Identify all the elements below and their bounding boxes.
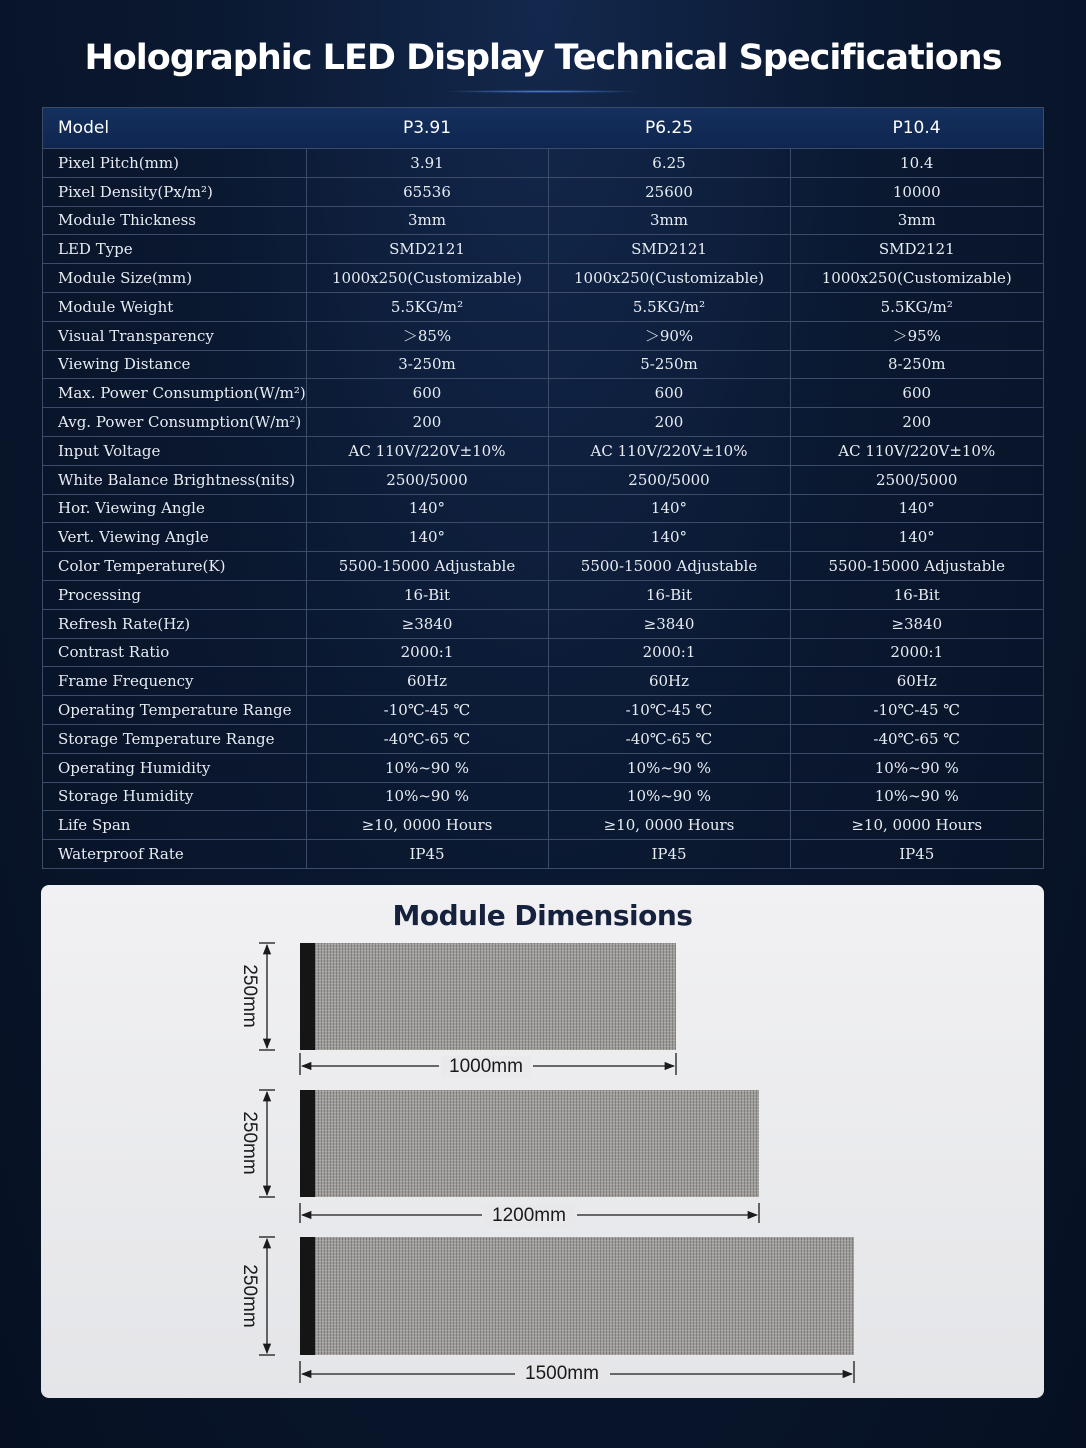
- spec-value-p391: SMD2121: [306, 235, 548, 264]
- spec-row-label: Life Span: [43, 811, 306, 840]
- spec-value-p391: 600: [306, 379, 548, 408]
- spec-table: [43, 108, 1043, 868]
- spec-value-p391: 65536: [306, 177, 548, 206]
- spec-row: [43, 436, 1043, 465]
- spec-value-p625: -10℃-45 ℃: [548, 696, 790, 725]
- spec-value-p391: 3mm: [306, 206, 548, 235]
- spec-value-p391: 200: [306, 408, 548, 437]
- spec-value-p391: 2500/5000: [306, 465, 548, 494]
- spec-row: [43, 149, 1043, 178]
- spec-row: [43, 552, 1043, 581]
- spec-row: [43, 638, 1043, 667]
- spec-value-p391: 60Hz: [306, 667, 548, 696]
- spec-row: [43, 177, 1043, 206]
- spec-value-p104: 3mm: [790, 206, 1043, 235]
- spec-row-label: Waterproof Rate: [43, 840, 306, 868]
- spec-row-label: Contrast Ratio: [43, 638, 306, 667]
- spec-value-p391: ≥10, 0000 Hours: [306, 811, 548, 840]
- spec-value-p625: ≥3840: [548, 609, 790, 638]
- spec-row: [43, 465, 1043, 494]
- spec-row: [43, 840, 1043, 868]
- module-1000-height-label: 250mm: [239, 964, 260, 1028]
- spec-row: [43, 264, 1043, 293]
- spec-value-p625: ＞90%: [548, 321, 790, 350]
- spec-row-label: Color Temperature(K): [43, 552, 306, 581]
- spec-row-label: Input Voltage: [43, 436, 306, 465]
- spec-row: [43, 580, 1043, 609]
- spec-row: [43, 408, 1043, 437]
- spec-value-p625: 200: [548, 408, 790, 437]
- module-1200-height-label: 250mm: [239, 1111, 260, 1175]
- module-1000-width-label: 1000mm: [441, 1056, 531, 1078]
- spec-value-p104: 10%~90 %: [790, 782, 1043, 811]
- spec-row-label: Vert. Viewing Angle: [43, 523, 306, 552]
- spec-table-container: [42, 107, 1044, 869]
- spec-row: [43, 350, 1043, 379]
- spec-value-p104: 10%~90 %: [790, 753, 1043, 782]
- dimension-arrows: [41, 885, 1044, 1398]
- spec-row: [43, 811, 1043, 840]
- spec-value-p391: IP45: [306, 840, 548, 868]
- module-1500-height-label: 250mm: [239, 1264, 260, 1328]
- spec-row: [43, 206, 1043, 235]
- spec-value-p104: 2000:1: [790, 638, 1043, 667]
- spec-value-p104: 140°: [790, 523, 1043, 552]
- spec-table-body: [43, 149, 1043, 868]
- spec-value-p104: IP45: [790, 840, 1043, 868]
- spec-value-p104: 10000: [790, 177, 1043, 206]
- spec-value-p104: 60Hz: [790, 667, 1043, 696]
- module-1500-width-label: 1500mm: [517, 1363, 607, 1385]
- spec-value-p625: SMD2121: [548, 235, 790, 264]
- spec-row: [43, 292, 1043, 321]
- spec-value-p391: 3.91: [306, 149, 548, 178]
- title-underline-glow: [443, 90, 643, 93]
- spec-value-p391: 2000:1: [306, 638, 548, 667]
- spec-row: [43, 321, 1043, 350]
- spec-value-p391: 10%~90 %: [306, 753, 548, 782]
- spec-row-label: Module Thickness: [43, 206, 306, 235]
- spec-value-p104: 16-Bit: [790, 580, 1043, 609]
- module-dimensions-title: Module Dimensions: [392, 899, 693, 932]
- spec-value-p391: 10%~90 %: [306, 782, 548, 811]
- spec-value-p104: 1000x250(Customizable): [790, 264, 1043, 293]
- spec-row-label: Frame Frequency: [43, 667, 306, 696]
- spec-value-p104: 8-250m: [790, 350, 1043, 379]
- spec-value-p391: 16-Bit: [306, 580, 548, 609]
- spec-row: [43, 523, 1043, 552]
- spec-row-label: Pixel Pitch(mm): [43, 149, 306, 178]
- spec-value-p625: 5-250m: [548, 350, 790, 379]
- spec-value-p625: 140°: [548, 523, 790, 552]
- spec-value-p625: 2000:1: [548, 638, 790, 667]
- spec-value-p104: AC 110V/220V±10%: [790, 436, 1043, 465]
- spec-value-p391: AC 110V/220V±10%: [306, 436, 548, 465]
- spec-row-label: Pixel Density(Px/m²): [43, 177, 306, 206]
- spec-row-label: Operating Temperature Range: [43, 696, 306, 725]
- spec-value-p625: AC 110V/220V±10%: [548, 436, 790, 465]
- spec-value-p391: ≥3840: [306, 609, 548, 638]
- spec-value-p104: 140°: [790, 494, 1043, 523]
- spec-value-p104: ≥3840: [790, 609, 1043, 638]
- page-title: Holographic LED Display Technical Specifications: [84, 38, 1002, 78]
- spec-value-p104: 2500/5000: [790, 465, 1043, 494]
- spec-row-label: Hor. Viewing Angle: [43, 494, 306, 523]
- header-p104: P10.4: [790, 108, 1043, 149]
- spec-value-p104: 5.5KG/m²: [790, 292, 1043, 321]
- spec-value-p625: IP45: [548, 840, 790, 868]
- spec-value-p391: -10℃-45 ℃: [306, 696, 548, 725]
- spec-value-p391: 140°: [306, 494, 548, 523]
- spec-row-label: Storage Humidity: [43, 782, 306, 811]
- spec-value-p104: ≥10, 0000 Hours: [790, 811, 1043, 840]
- spec-value-p104: -40℃-65 ℃: [790, 724, 1043, 753]
- spec-value-p625: -40℃-65 ℃: [548, 724, 790, 753]
- spec-value-p625: ≥10, 0000 Hours: [548, 811, 790, 840]
- spec-value-p625: 5.5KG/m²: [548, 292, 790, 321]
- spec-value-p391: 3-250m: [306, 350, 548, 379]
- spec-value-p625: 2500/5000: [548, 465, 790, 494]
- module-1200-width-label: 1200mm: [484, 1205, 574, 1227]
- spec-value-p625: 5500-15000 Adjustable: [548, 552, 790, 581]
- spec-row: [43, 235, 1043, 264]
- spec-row-label: Operating Humidity: [43, 753, 306, 782]
- spec-value-p391: 5500-15000 Adjustable: [306, 552, 548, 581]
- header-p391: P3.91: [306, 108, 548, 149]
- spec-row-label: Visual Transparency: [43, 321, 306, 350]
- spec-value-p625: 10%~90 %: [548, 782, 790, 811]
- spec-row-label: White Balance Brightness(nits): [43, 465, 306, 494]
- spec-value-p625: 3mm: [548, 206, 790, 235]
- spec-value-p104: 200: [790, 408, 1043, 437]
- spec-row-label: Max. Power Consumption(W/m²): [43, 379, 306, 408]
- spec-value-p625: 6.25: [548, 149, 790, 178]
- spec-row-label: Storage Temperature Range: [43, 724, 306, 753]
- spec-value-p625: 10%~90 %: [548, 753, 790, 782]
- spec-row: [43, 753, 1043, 782]
- spec-row: [43, 379, 1043, 408]
- spec-value-p104: 10.4: [790, 149, 1043, 178]
- spec-value-p625: 600: [548, 379, 790, 408]
- spec-row: [43, 696, 1043, 725]
- spec-header-row: [43, 108, 1043, 149]
- spec-value-p391: 1000x250(Customizable): [306, 264, 548, 293]
- spec-value-p391: ＞85%: [306, 321, 548, 350]
- spec-row-label: LED Type: [43, 235, 306, 264]
- spec-value-p104: 600: [790, 379, 1043, 408]
- spec-row: [43, 609, 1043, 638]
- header-p625: P6.25: [548, 108, 790, 149]
- spec-value-p625: 16-Bit: [548, 580, 790, 609]
- spec-value-p104: SMD2121: [790, 235, 1043, 264]
- spec-row-label: Refresh Rate(Hz): [43, 609, 306, 638]
- spec-row-label: Avg. Power Consumption(W/m²): [43, 408, 306, 437]
- spec-row-label: Module Size(mm): [43, 264, 306, 293]
- module-dimensions-card: [41, 885, 1044, 1398]
- spec-value-p391: -40℃-65 ℃: [306, 724, 548, 753]
- spec-row: [43, 667, 1043, 696]
- spec-row: [43, 494, 1043, 523]
- spec-value-p625: 25600: [548, 177, 790, 206]
- spec-value-p391: 5.5KG/m²: [306, 292, 548, 321]
- spec-value-p625: 140°: [548, 494, 790, 523]
- spec-row-label: Viewing Distance: [43, 350, 306, 379]
- spec-value-p104: 5500-15000 Adjustable: [790, 552, 1043, 581]
- spec-value-p391: 140°: [306, 523, 548, 552]
- spec-row: [43, 724, 1043, 753]
- spec-row-label: Processing: [43, 580, 306, 609]
- header-model: Model: [43, 108, 306, 149]
- spec-value-p104: ＞95%: [790, 321, 1043, 350]
- spec-row: [43, 782, 1043, 811]
- spec-value-p625: 60Hz: [548, 667, 790, 696]
- spec-value-p625: 1000x250(Customizable): [548, 264, 790, 293]
- spec-value-p104: -10℃-45 ℃: [790, 696, 1043, 725]
- spec-row-label: Module Weight: [43, 292, 306, 321]
